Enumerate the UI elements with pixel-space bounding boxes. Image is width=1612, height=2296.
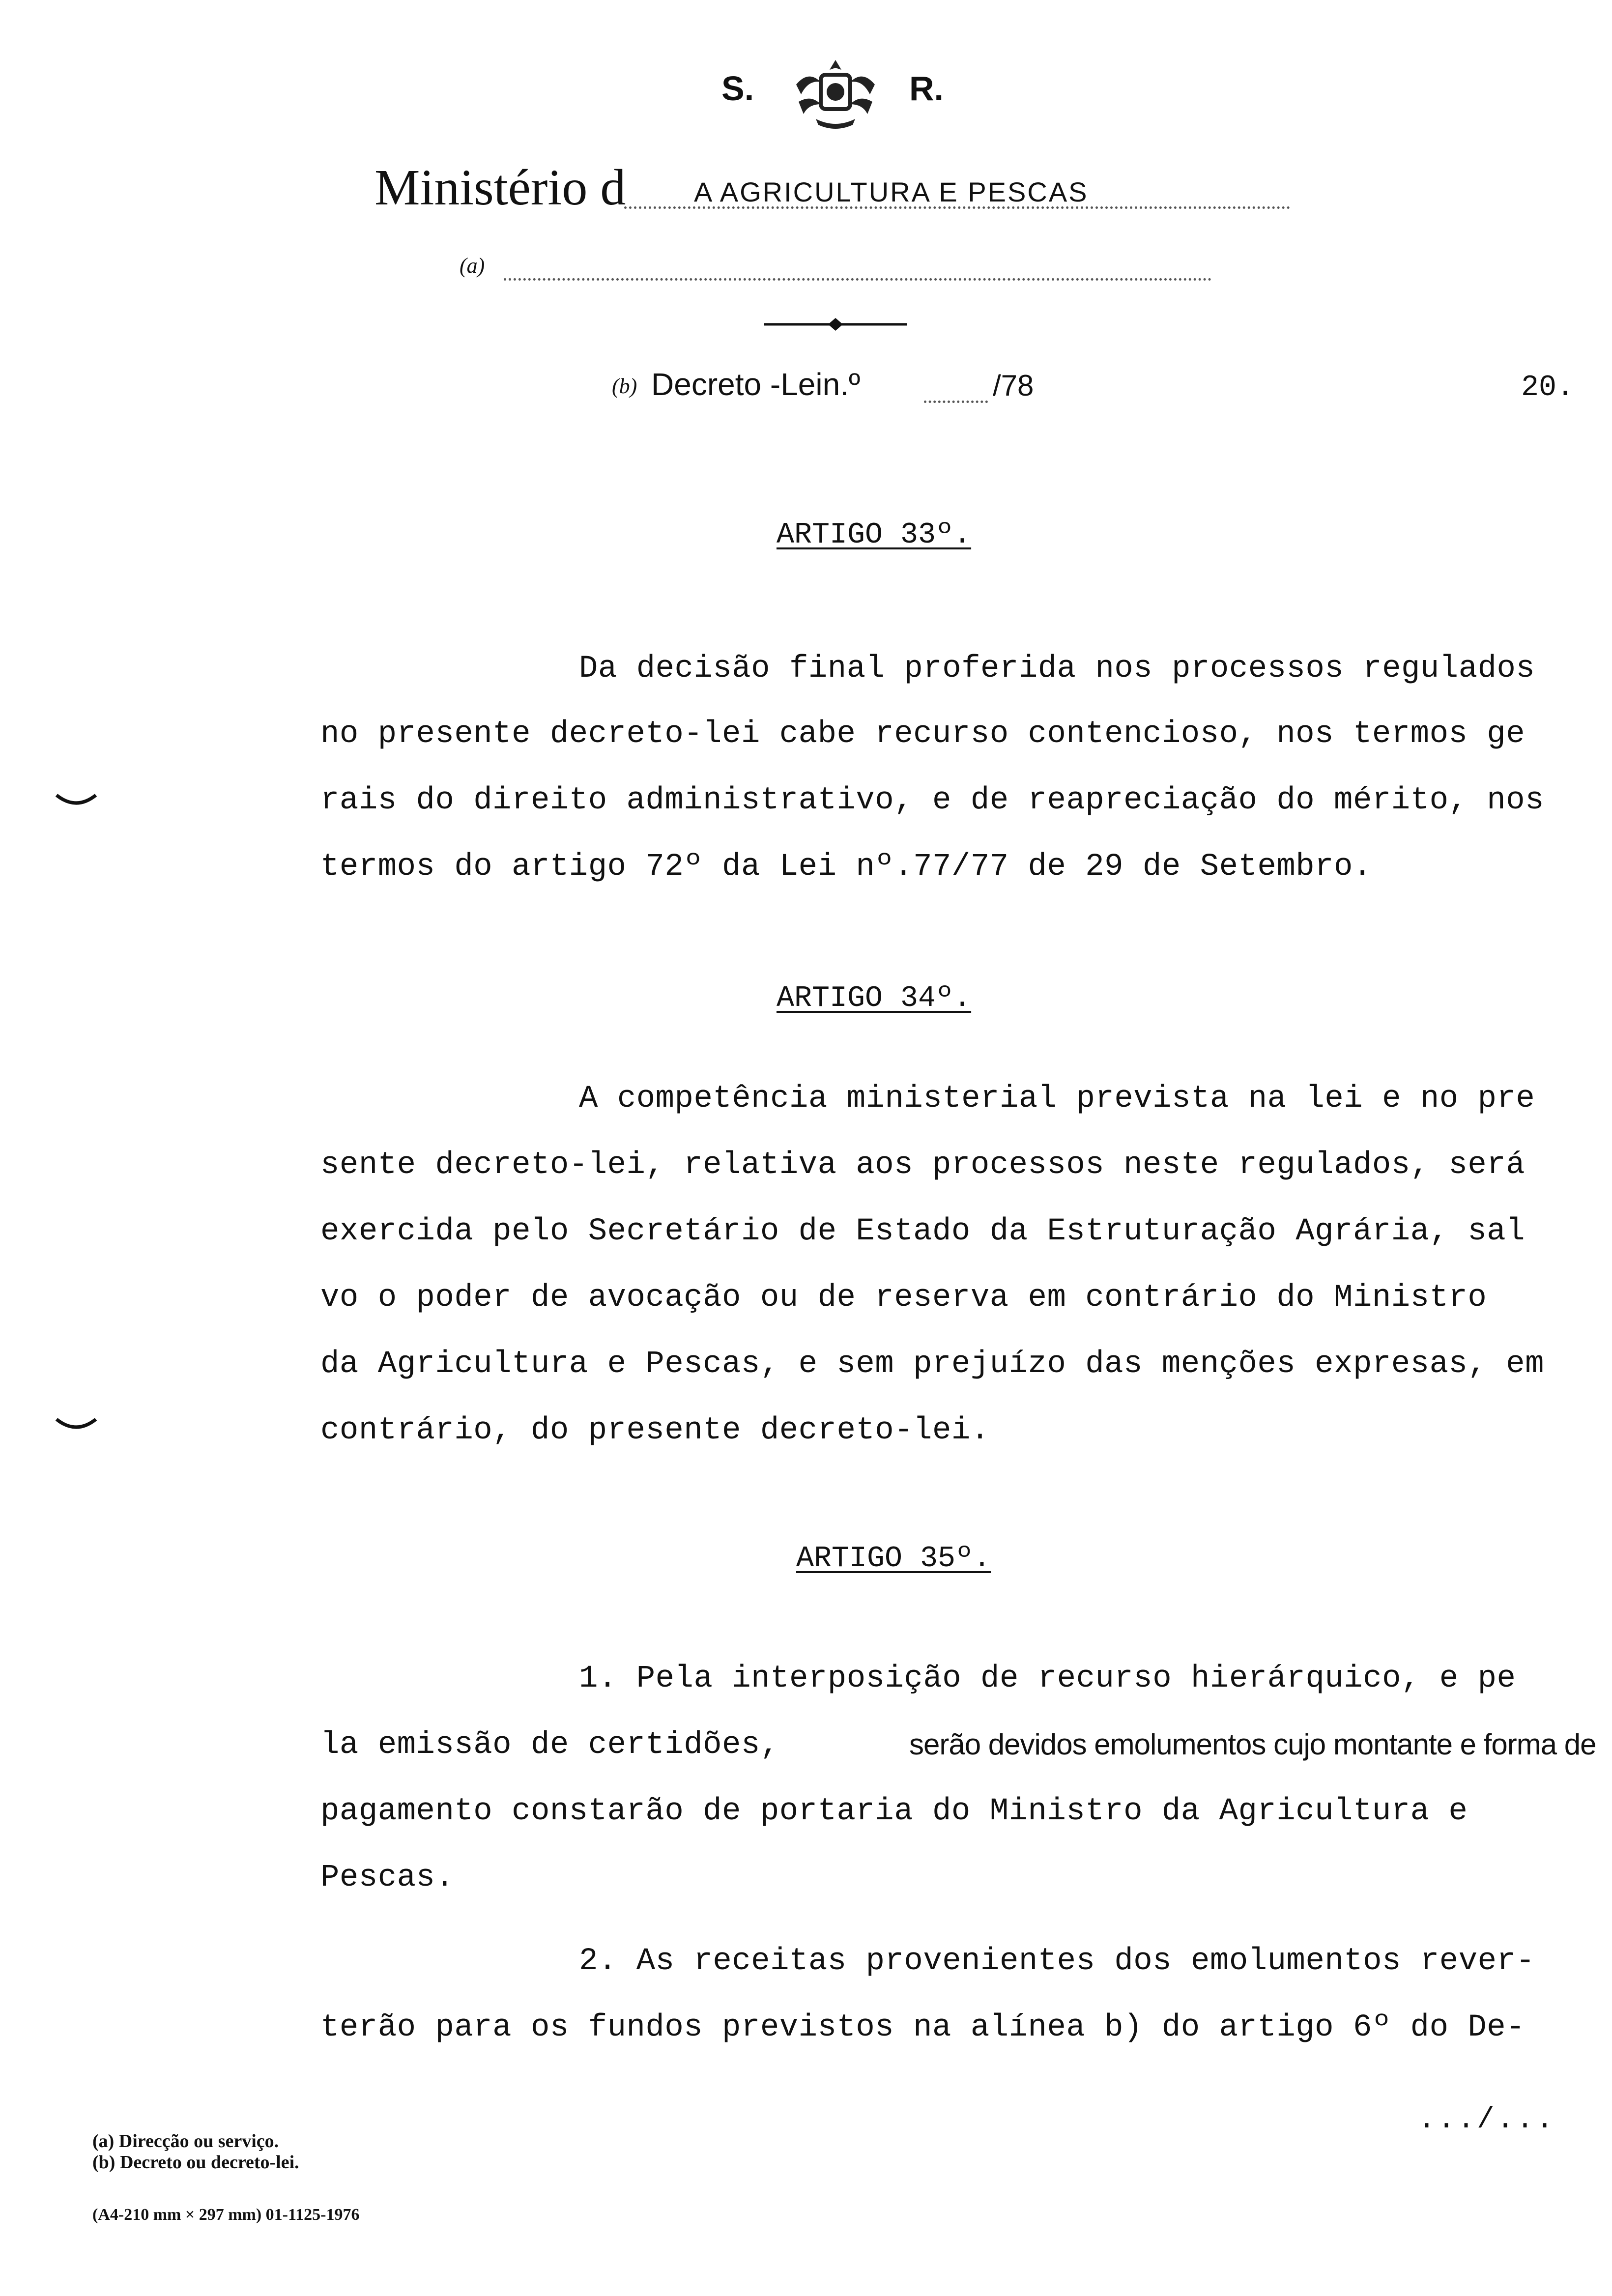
continuation-marker: .../... (1418, 2103, 1556, 2137)
article-text-line: sente decreto-lei, relativa aos processos neste regulados, será (320, 1148, 1526, 1183)
ministry-name: A AGRICULTURA E PESCAS (694, 176, 1089, 207)
decree-dotted-line (924, 401, 988, 403)
subline-dotted-line (504, 278, 1211, 281)
article-text-line: vo o poder de avocação ou de reserva em contrário do Ministro (320, 1280, 1487, 1316)
coat-of-arms-icon (786, 55, 885, 134)
footnote-b: (b) Decreto ou decreto-lei. (92, 2152, 299, 2173)
footnote-a: (a) Direcção ou serviço. (92, 2131, 279, 2152)
ministry-dotted-line (624, 206, 1290, 209)
article-heading: ARTIGO 34º. (777, 982, 972, 1015)
article-text-line: la emissão de certidões, (320, 1727, 779, 1763)
ministry-label: Ministério d (374, 159, 626, 216)
form-reference: (A4-210 mm × 297 mm) 01-1125-1976 (92, 2206, 360, 2224)
article-text-line: Da decisão final proferida nos processos regulados (579, 651, 1535, 687)
article-text-line: termos do artigo 72º da Lei nº.77/77 de 29 de Setembro. (320, 849, 1372, 885)
diamond-divider-icon (764, 317, 907, 332)
margin-mark-icon (54, 1415, 98, 1435)
article-text-line: A competência ministerial prevista na lei e no pre (579, 1081, 1535, 1117)
article-heading: ARTIGO 33º. (777, 518, 972, 552)
margin-mark-icon (54, 791, 98, 811)
article-text-line: contrário, do presente decreto-lei. (320, 1413, 990, 1448)
article-heading: ARTIGO 35º. (796, 1542, 991, 1576)
header-letter-r: R. (909, 69, 944, 108)
article-text-line: no presente decreto-lei cabe recurso contencioso, nos termos ge (320, 717, 1526, 752)
header-letter-s: S. (721, 69, 754, 108)
article-text-line: terão para os fundos previstos na alínea b) do artigo 6º do De- (320, 2010, 1526, 2045)
decree-marker: (b) (612, 374, 637, 398)
decree-label: Decreto -Lein.º (651, 367, 861, 402)
article-text-line: pagamento constarão de portaria do Ministro da Agricultura e (320, 1794, 1468, 1829)
article-text-line: Pescas. (320, 1860, 455, 1895)
subline-marker: (a) (460, 254, 485, 278)
article-text-line: exercida pelo Secretário de Estado da Estruturação Agrária, sal (320, 1214, 1526, 1249)
article-text-line: rais do direito administrativo, e de reapreciação do mérito, nos (320, 783, 1544, 818)
article-text-line-typeset: serão devidos emolumentos cujo montante e forma de (909, 1728, 1596, 1761)
decree-number: /78 (993, 369, 1034, 402)
article-text-line: 2. As receitas provenientes dos emolumentos rever- (579, 1944, 1535, 1979)
page-number: 20. (1521, 371, 1575, 404)
article-text-line: 1. Pela interposição de recurso hierárquico, e pe (579, 1661, 1516, 1696)
article-text-line: da Agricultura e Pescas, e sem prejuízo das menções expresas, em (320, 1347, 1544, 1382)
